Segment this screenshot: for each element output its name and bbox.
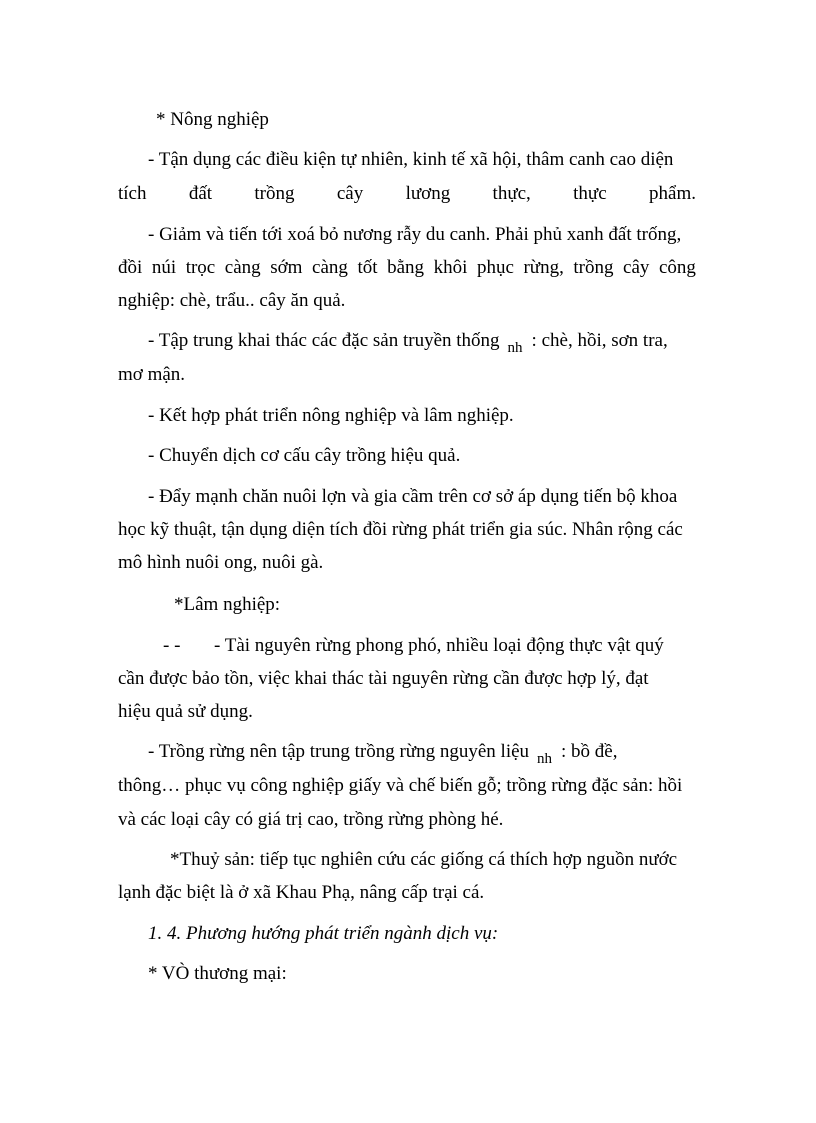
word: trồng (254, 183, 295, 204)
paragraph-line (148, 740, 618, 765)
word: bằng (387, 257, 425, 278)
justified-line (118, 182, 696, 206)
text-segment: : chè, hồi, sơn tra, (531, 330, 668, 351)
word: trồng (573, 257, 614, 278)
paragraph-line: nghiệp: chè, trẩu.. cây ăn quả. (118, 290, 346, 311)
paragraph-line (148, 329, 668, 354)
text-segment: - Tập trung khai thác các đặc sản truyền thống (148, 330, 500, 351)
paragraph-line: - Tài nguyên rừng phong phó, nhiều loại động thực vật quý (214, 635, 664, 656)
word: núi (151, 257, 177, 278)
word: lương (405, 183, 451, 204)
word: sớm (270, 257, 303, 278)
word: càng (224, 257, 261, 278)
paragraph-line: lạnh đặc biệt là ở xã Khau Phạ, nâng cấp trại cá. (118, 882, 485, 903)
heading-agriculture: * Nông nghiệp (156, 109, 269, 130)
paragraph-line: học kỹ thuật, tận dụng diện tích đồi rừng phát triển gia súc. Nhân rộng các (118, 519, 683, 540)
paragraph-line: và các loại cây có giá trị cao, trồng rừng phòng hé. (118, 809, 504, 830)
subheading-commerce: * VÒ thương mại: (148, 963, 287, 984)
word: cây (623, 257, 650, 278)
paragraph-line: thông… phục vụ công nghiệp giấy và chế biến gỗ; trồng rừng đặc sản: hồi (118, 775, 683, 796)
word: cây (336, 183, 364, 204)
word: tích (118, 183, 147, 204)
word: công (658, 257, 696, 278)
subscript-text: nh (507, 340, 523, 356)
heading-forestry: *Lâm nghiệp: (174, 594, 281, 615)
paragraph-line: - Chuyển dịch cơ cấu cây trồng hiệu quả. (148, 445, 461, 466)
paragraph-line: - Kết hợp phát triển nông nghiệp và lâm nghiệp. (148, 405, 514, 426)
word: rừng, (523, 257, 564, 278)
bullet-dash: - - (163, 635, 181, 656)
text-segment: : bồ đề, (561, 741, 618, 762)
paragraph-line: *Thuỷ sản: tiếp tục nghiên cứu các giống cá thích hợp nguồn nước (170, 849, 678, 870)
word: thực (573, 183, 607, 204)
word: đồi (118, 257, 143, 278)
section-heading: 1. 4. Phương hướng phát triển ngành dịch vụ: (148, 923, 499, 944)
paragraph-line: - Tận dụng các điều kiện tự nhiên, kinh tế xã hội, thâm canh cao diện (148, 149, 674, 170)
word: thực, (492, 183, 531, 204)
paragraph-line: hiệu quả sử dụng. (118, 701, 253, 722)
paragraph-line: - Đẩy mạnh chăn nuôi lợn và gia cầm trên cơ sở áp dụng tiến bộ khoa (148, 486, 678, 507)
word: đất (188, 183, 213, 204)
paragraph-line: - Giảm và tiến tới xoá bỏ nương rẫy du canh. Phải phủ xanh đất trống, (148, 224, 682, 245)
justified-line (118, 256, 696, 280)
paragraph-line: mơ mận. (118, 364, 186, 385)
word: khôi (433, 257, 468, 278)
word: tốt (357, 257, 378, 278)
word: phục (476, 257, 514, 278)
paragraph-line: mô hình nuôi ong, nuôi gà. (118, 552, 324, 573)
word: trọc (185, 257, 216, 278)
text-segment: - Trồng rừng nên tập trung trồng rừng nguyên liệu (148, 741, 530, 762)
word: phẩm. (649, 183, 696, 204)
subscript-text: nh (537, 751, 553, 767)
word: càng (312, 257, 348, 278)
paragraph-line: cần được bảo tồn, việc khai thác tài nguyên rừng cần được hợp lý, đạt (118, 668, 649, 689)
